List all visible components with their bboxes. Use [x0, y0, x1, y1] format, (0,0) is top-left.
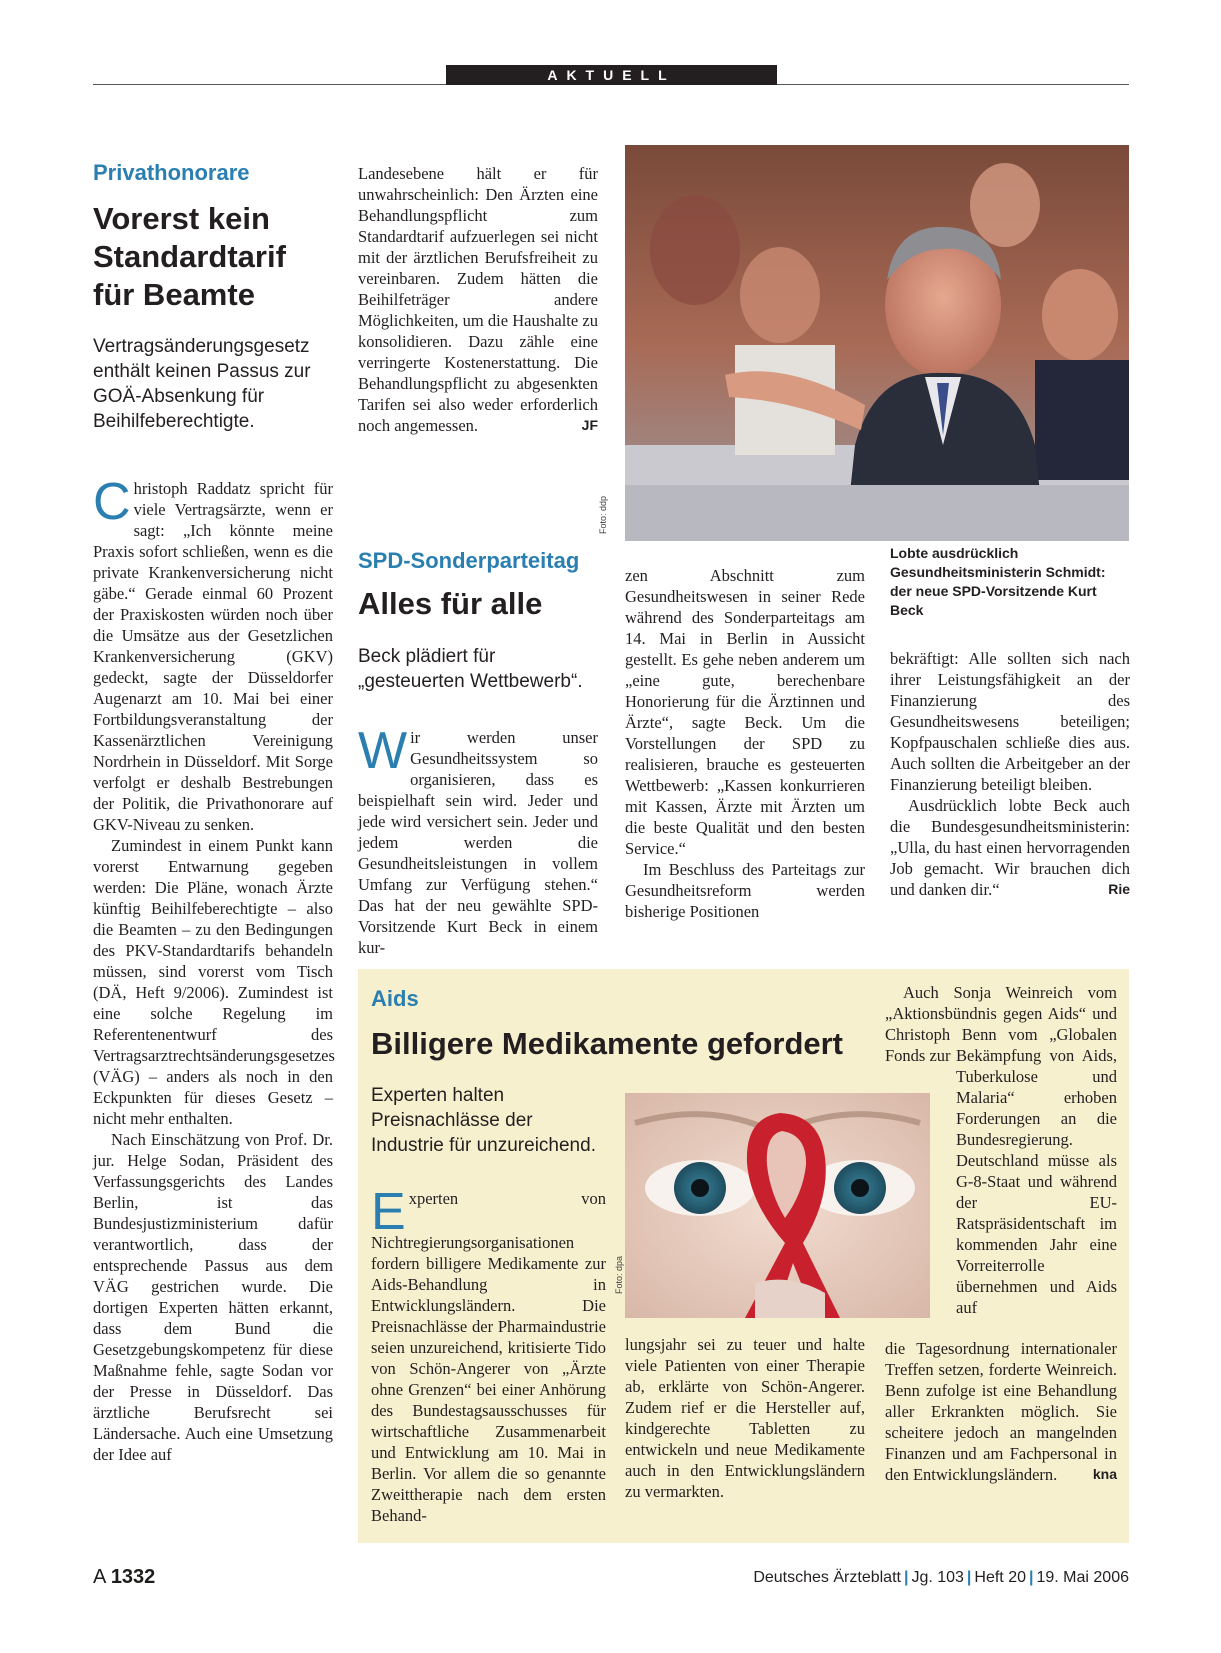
article3-column-3-text-c: die Tagesordnung internationaler Treffen setzen, forderte Weinreich. Benn zufolge ist eine Behandlung aller Erkrankten möglich. Sie scheitere jedoch an mangelnden Finanzen und am Fachpersonal in den Entwicklungsländern. [885, 1339, 1117, 1484]
article2-dropcap: W [358, 722, 408, 780]
footer-separator: | [903, 1569, 909, 1586]
article1-paragraph-1: hristoph Raddatz spricht für viele Vertragsärzte, wenn er sagt: „Ich könnte meine Praxis sofort schließen, wenn es die private Krankenversicherung nicht gäbe.“ Gerade einmal 60 Prozent der Praxiskosten würden noch über die Umsätze aus der Gesetzlichen Krankenversicherung (GKV) gedeckt, sagte der Düsseldorfer Augenarzt am 10. Mai bei einer Fortbildungsveranstaltung der Kassenärztlichen Vereinigung Nordrhein in Düsseldorf. Mit Sorge verfolgt er deshalb Bestrebungen der Politik, die Privathonorare auf GKV-Niveau zu senken. [93, 479, 333, 834]
ribbon-photo [625, 1093, 930, 1318]
article2-subhead: Beck plädiert für „gesteuerten Wettbewerb“. [358, 646, 583, 692]
beck-photo [625, 145, 1129, 541]
article1-continuation-text: Landesebene hält er für unwahrscheinlich: Den Ärzten eine Behandlungspflicht zum Standardtarif aufzuerlegen sei nicht mit der ärztlichen Berufsfreiheit zu vereinbaren. Zudem hätten die Beihilfeträger andere Möglichkeiten, um die Haushalte zu konsolidieren. Dazu zähle eine verringerte Kostenerstattung. Die Behandlungspflicht zu abgesenkten Tarifen sei also weder erforderlich noch angemessen. [358, 164, 598, 435]
article1-dropcap: C [93, 473, 131, 531]
page-number [93, 1566, 155, 1589]
article3-column-3-text-a: Auch Sonja Weinreich vom „Aktionsbündnis gegen Aids“ und Christoph Benn vom „Globalen Fonds zur [885, 983, 1117, 1065]
article1-kicker: Privathonorare [93, 160, 250, 185]
article2-column-3 [890, 648, 1130, 900]
footer-separator: | [1029, 1569, 1034, 1586]
article1-paragraph-2: Zumindest in einem Punkt kann vorerst Entwarnung gegeben werden: Die Pläne, wonach Ärzte künftig Beihilfeberechtigte – also die Beamten – zu den Bedingungen des PKV-Standardtarifs behandeln müssen, sind vorerst vom Tisch (DÄ, Heft 9/2006). Zumindest ist eine solche Regelung im Referentenentwurf des Vertragsarztrechtsänderungsgesetzes (VÄG) – anders als noch in den Eckpunkten für dieses Gesetz – nicht mehr enthalten. [93, 836, 335, 1128]
article1-subhead: Vertragsänderungsgesetz enthält keinen Passus zur GOÄ-Absenkung für Beihilfeberechtigte. [93, 336, 311, 432]
journal-info [753, 1569, 1129, 1587]
article1-paragraph-3: Nach Einschätzung von Prof. Dr. jur. Helge Sodan, Präsident des Verfassungsgerichts des Landes Berlin, ist das Bundesjustizministerium dafür verantwortlich, dass der entsprechende Passus aus dem VÄG gestrichen wurde. Die dortigen Experten hätten erkannt, dass dem Bund die Gesetzgebungskompetenz für diese Maßnahme fehle, sagte Sodan vor der Presse in Düsseldorf. Das ärztliche Berufsrecht sei Ländersache. Auch eine Umsetzung der Idee auf [93, 1130, 333, 1464]
article3-column-3-text-b: Bekämpfung von Aids, Tuberkulose und Malaria“ erhoben Forderungen an die Bundesregierung. Deutschland müsse als G-8-Staat und während der EU-Ratspräsidentschaft im kommenden Jahr eine Vorreiterrolle übernehmen und Aids auf [956, 1046, 1117, 1317]
article2-column-1 [358, 722, 598, 958]
article2-column-2-text-a: zen Abschnitt zum Gesundheitswesen in seiner Rede während des Sonderparteitags am 14. Mai in Berlin in Aussicht gestellt. Es gehe neben anderem um „eine gute, berechenbare Honorierung für die Ärztinnen und Ärzte“, sagte Beck. Um die Vorstellungen der SPD zu realisieren, brauche es gesteuerten Wettbewerb: „Kassen konkurrieren mit Kassen, Ärzte mit Ärzten um die beste Qualität und den besten Service.“ [625, 566, 865, 858]
article3-subhead: Experten halten Preisnachlässe der Industrie für unzureichend. [371, 1085, 596, 1156]
article2-kicker: SPD-Sonderparteitag [358, 548, 580, 573]
article2-column-3-text-b: Ausdrücklich lobte Beck auch die Bundesgesundheitsministerin: „Ulla, du hast einen hervorragenden Job gemacht. Wir brauchen dich und danken dir.“ [890, 796, 1130, 899]
photo1-credit: Foto: ddp [598, 495, 608, 534]
article3-signature: kna [1092, 1466, 1117, 1482]
journal-name: Deutsches Ärzteblatt [753, 1569, 901, 1586]
article2-column-2-text-b: Im Beschluss des Parteitags zur Gesundheitsreform werden bisherige Positionen [625, 860, 865, 921]
article2-signature: Rie [1108, 881, 1130, 897]
photo1-caption: Lobte ausdrücklich Gesundheitsministerin Schmidt: der neue SPD-Vorsitzende Kurt Beck [890, 545, 1106, 618]
page-prefix: A [93, 1566, 106, 1588]
article2-column-3-text-a: bekräftigt: Alle sollten sich nach ihrer Leistungsfähigkeit an der Finanzierung des Gesundheitswesens beteiligen; Kopfpauschalen schließe dies aus. Auch sollten die Arbeitgeber an der Finanzierung beteiligt bleiben. [890, 649, 1130, 794]
footer-separator: | [966, 1569, 972, 1586]
article3-column-1 [371, 1183, 606, 1526]
article3-headline: Billigere Medikamente gefordert [371, 1026, 844, 1061]
article3-column-1-text: xperten von Nichtregierungsorganisationen fordern billigere Medikamente zur Aids-Behandlung in Entwicklungsländern. Die Preisnachlässe der Pharmaindustrie seien unzureichend, kritisierte Tido von Schön-Angerer von „Ärzte ohne Grenzen“ bei einer Anhörung des Bundestagsausschusses für wirtschaftliche Zusammenarbeit und Entwicklung am 10. Mai in Berlin. Vor allem die so genannte Zweittherapie nach dem ersten Behand- [371, 1189, 606, 1525]
article3-column-2 [625, 1334, 865, 1502]
ribbon-photo-illustration [625, 1093, 930, 1318]
article1-continuation [358, 163, 598, 436]
article2-column-2 [625, 565, 865, 922]
article3-column-2-text: lungsjahr sei zu teuer und halte viele Patienten von einer Therapie ab, erklärte von Schön-Angerer. Zudem rief er die Hersteller auf, kindgerechte Tabletten zu entwickeln und neue Medikamente auch in den Entwicklungsländern zu vermarkten. [625, 1335, 865, 1501]
article3-column-3c [885, 1338, 1117, 1485]
article1-body [93, 473, 335, 1465]
photo2-credit: Foto: dpa [614, 1255, 624, 1294]
article2-headline: Alles für alle [358, 586, 543, 621]
journal-date: 19. Mai 2006 [1036, 1569, 1129, 1586]
article1-headline: Vorerst kein Standardtarif für Beamte [93, 201, 286, 312]
article2-column-1-text: ir werden unser Gesundheitssystem so organisieren, dass es beispielhaft sein wird. Jeder und jede wird versichert sein. Jeder und jedem werden die Gesundheitsleistungen in vollem Umfang zur Verfügung stehen.“ Das hat der neu gewählte SPD-Vorsitzende Kurt Beck in einem kur- [358, 728, 598, 957]
ressort-label: AKTUELL [446, 65, 777, 85]
article1-signature: JF [581, 417, 598, 433]
page-number-value: 1332 [110, 1566, 156, 1588]
article3-dropcap: E [371, 1183, 406, 1241]
beck-photo-illustration [625, 145, 1129, 541]
journal-volume: Jg. 103 [911, 1569, 964, 1586]
article3-kicker: Aids [371, 986, 419, 1011]
article3-column-3b [956, 1045, 1117, 1318]
journal-issue: Heft 20 [974, 1569, 1026, 1586]
